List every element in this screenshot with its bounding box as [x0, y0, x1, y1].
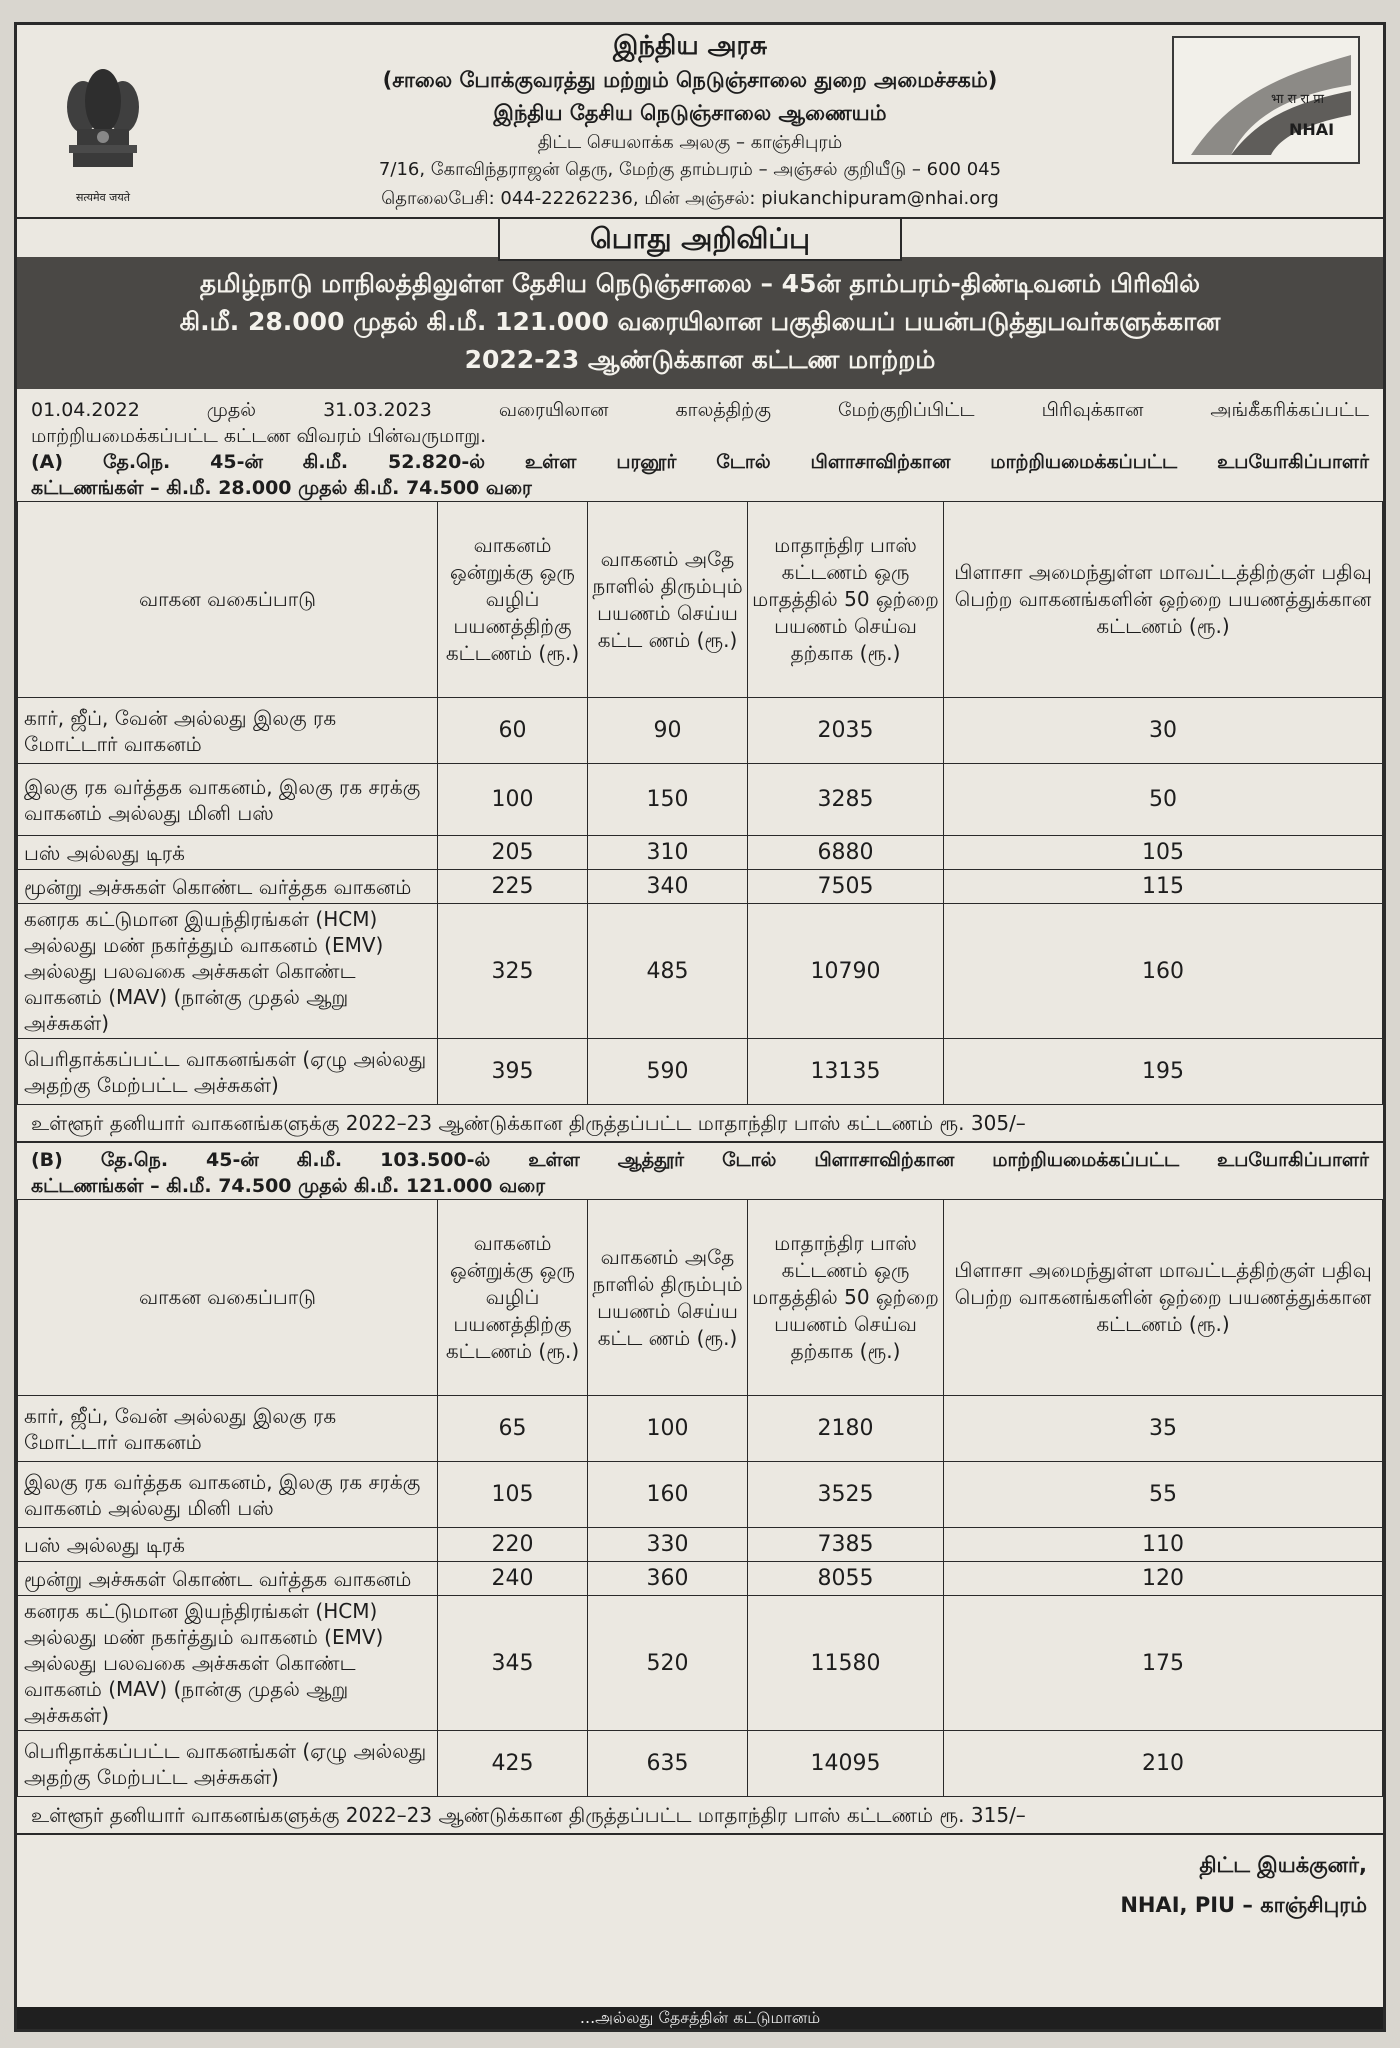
- table-row: [18, 764, 1383, 836]
- notice-title: பொது அறிவிப்பு: [498, 219, 902, 261]
- row-single: 205: [438, 836, 588, 870]
- row-return: 310: [588, 836, 748, 870]
- intro-line: மாற்றியமைக்கப்பட்ட கட்டண விவரம் பின்வருமாறு.: [31, 425, 487, 447]
- row-single: 240: [438, 1562, 588, 1596]
- row-monthly: 11580: [748, 1596, 944, 1731]
- table-row: [18, 904, 1383, 1039]
- header-local: பிளாசா அமைந்துள்ள மாவட்டத்திற்குள் பதிவு பெற்ற வாகனங்களின் ஒற்றை பயணத்துக்கான கட்டணம் (ரூ.): [944, 502, 1383, 698]
- row-single: 345: [438, 1596, 588, 1731]
- row-category: இலகு ரக வர்த்தக வாகனம், இலகு ரக சரக்கு வாகனம் அல்லது மினி பஸ்: [18, 764, 438, 836]
- row-return: 485: [588, 904, 748, 1039]
- section-heading-line: கட்டணங்கள் – கி.மீ. 28.000 முதல் கி.மீ. 74.500 வரை: [31, 477, 532, 499]
- row-category: பஸ் அல்லது டிரக்: [18, 1528, 438, 1562]
- row-single: 425: [438, 1731, 588, 1797]
- header-return: வாகனம் அதே நாளில் திரும்பும் பயணம் செய்ய கட்ட ணம் (ரூ.): [588, 502, 748, 698]
- row-return: 520: [588, 1596, 748, 1731]
- table-row: [18, 1528, 1383, 1562]
- row-monthly: 8055: [748, 1562, 944, 1596]
- row-local: 55: [944, 1462, 1383, 1528]
- row-return: 635: [588, 1731, 748, 1797]
- section-heading-line: (A) தே.நெ. 45-ன் கி.மீ. 52.820-ல் உள்ள பரனூர் டோல் பிளாசாவிற்கான மாற்றியமைக்கப்பட்ட உபயோகிப்பாளர்: [31, 451, 1369, 473]
- fee-table-a: [17, 501, 1383, 1105]
- header-single: வாகனம் ஒன்றுக்கு ஒரு வழிப் பயணத்திற்கு கட்டணம் (ரூ.): [438, 1200, 588, 1396]
- notice-subject: [17, 257, 1383, 389]
- header-category: வாகன வகைப்பாடு: [18, 1200, 438, 1396]
- row-monthly: 3285: [748, 764, 944, 836]
- row-monthly: 2180: [748, 1396, 944, 1462]
- row-category: மூன்று அச்சுகள் கொண்ட வர்த்தக வாகனம்: [18, 870, 438, 904]
- row-single: 325: [438, 904, 588, 1039]
- row-return: 160: [588, 1462, 748, 1528]
- row-monthly: 2035: [748, 698, 944, 764]
- intro-line: 01.04.2022 முதல் 31.03.2023 வரையிலான காலத்திற்கு மேற்குறிப்பிட்ட பிரிவுக்கான அங்கீகரிக்கப்பட்ட: [31, 399, 1369, 421]
- subject-line: தமிழ்நாடு மாநிலத்திலுள்ள தேசிய நெடுஞ்சாலை – 45ன் தாம்பரம்-திண்டிவனம் பிரிவில்: [199, 269, 1201, 298]
- row-monthly: 13135: [748, 1039, 944, 1105]
- header-return: வாகனம் அதே நாளில் திரும்பும் பயணம் செய்ய கட்ட ணம் (ரூ.): [588, 1200, 748, 1396]
- table-row: [18, 1039, 1383, 1105]
- row-category: கார், ஜீப், வேன் அல்லது இலகு ரக மோட்டார் வாகனம்: [18, 1396, 438, 1462]
- row-local: 50: [944, 764, 1383, 836]
- nhai-logo-icon: [1171, 35, 1361, 165]
- table-header-row: [18, 1200, 1383, 1396]
- row-local: 120: [944, 1562, 1383, 1596]
- row-single: 225: [438, 870, 588, 904]
- header-local: பிளாசா அமைந்துள்ள மாவட்டத்திற்குள் பதிவு பெற்ற வாகனங்களின் ஒற்றை பயணத்துக்கான கட்டணம் (ரூ.): [944, 1200, 1383, 1396]
- header-single: வாகனம் ஒன்றுக்கு ஒரு வழிப் பயணத்திற்கு கட்டணம் (ரூ.): [438, 502, 588, 698]
- table-row: [18, 1731, 1383, 1797]
- section-heading-line: கட்டணங்கள் – கி.மீ. 74.500 முதல் கி.மீ. 121.000 வரை: [31, 1175, 546, 1197]
- public-notice: [14, 22, 1386, 2032]
- row-local: 115: [944, 870, 1383, 904]
- table-row: [18, 1396, 1383, 1462]
- header-monthly: மாதாந்திர பாஸ் கட்டணம் ஒரு மாதத்தில் 50 ஒற்றை பயணம் செய்வ தற்காக (ரூ.): [748, 1200, 944, 1396]
- table-header-row: [18, 502, 1383, 698]
- row-category: பெரிதாக்கப்பட்ட வாகனங்கள் (ஏழு அல்லது அதற்கு மேற்பட்ட அச்சுகள்): [18, 1731, 438, 1797]
- pass-fee-note-b: உள்ளூர் தனியார் வாகனங்களுக்கு 2022–23 ஆண்டுக்கான திருத்தப்பட்ட மாதாந்திர பாஸ் கட்டணம் ரூ. 315/–: [17, 1797, 1383, 1835]
- row-local: 175: [944, 1596, 1383, 1731]
- row-local: 35: [944, 1396, 1383, 1462]
- subject-line: கி.மீ. 28.000 முதல் கி.மீ. 121.000 வரையிலான பகுதியைப் பயன்படுத்துபவர்களுக்கான: [179, 307, 1221, 336]
- row-single: 395: [438, 1039, 588, 1105]
- row-single: 60: [438, 698, 588, 764]
- unit-name: திட்ட செயலாக்க அலகு – காஞ்சிபுரம்: [537, 132, 843, 153]
- ashoka-emblem-icon: [43, 45, 163, 205]
- row-local: 210: [944, 1731, 1383, 1797]
- footer-strip: ...அல்லது தேசத்தின் கட்டுமானம்: [17, 2007, 1383, 2029]
- header-monthly: மாதாந்திர பாஸ் கட்டணம் ஒரு மாதத்தில் 50 ஒற்றை பயணம் செய்வ தற்காக (ரூ.): [748, 502, 944, 698]
- row-monthly: 10790: [748, 904, 944, 1039]
- signature-block: [17, 1835, 1383, 1925]
- section-a-heading: [17, 449, 1383, 501]
- authority-name: இந்திய தேசிய நெடுஞ்சாலை ஆணையம்: [493, 101, 887, 125]
- notice-header: [17, 25, 1383, 219]
- row-return: 330: [588, 1528, 748, 1562]
- intro-text: [17, 389, 1383, 449]
- row-return: 150: [588, 764, 748, 836]
- row-monthly: 3525: [748, 1462, 944, 1528]
- section-b-heading: [17, 1143, 1383, 1199]
- row-category: மூன்று அச்சுகள் கொண்ட வர்த்தக வாகனம்: [18, 1562, 438, 1596]
- nhai-logo-text: NHAI: [1289, 120, 1335, 139]
- row-category: இலகு ரக வர்த்தக வாகனம், இலகு ரக சரக்கு வாகனம் அல்லது மினி பஸ்: [18, 1462, 438, 1528]
- row-category: பஸ் அல்லது டிரக்: [18, 836, 438, 870]
- row-local: 110: [944, 1528, 1383, 1562]
- row-monthly: 7385: [748, 1528, 944, 1562]
- row-return: 90: [588, 698, 748, 764]
- row-return: 360: [588, 1562, 748, 1596]
- row-return: 590: [588, 1039, 748, 1105]
- header-text: [237, 31, 1143, 211]
- office-address: 7/16, கோவிந்தராஜன் தெரு, மேற்கு தாம்பரம் – அஞ்சல் குறியீடு – 600 045: [378, 159, 1002, 180]
- row-category: கனரக கட்டுமான இயந்திரங்கள் (HCM) அல்லது மண் நகர்த்தும் வாகனம் (EMV) அல்லது பலவகை அச்சுகள் கொண்ட வாகனம் (MAV) (நான்கு முதல் ஆறு அச்சுகள்): [18, 904, 438, 1039]
- row-single: 105: [438, 1462, 588, 1528]
- row-local: 160: [944, 904, 1383, 1039]
- row-monthly: 14095: [748, 1731, 944, 1797]
- signatory-title: திட்ட இயக்குனர்,: [1199, 1853, 1367, 1877]
- table-row: [18, 870, 1383, 904]
- nhai-logo-hindi: भा रा रा प्रा: [1271, 92, 1325, 107]
- row-local: 30: [944, 698, 1383, 764]
- row-category: கார், ஜீப், வேன் அல்லது இலகு ரக மோட்டார் வாகனம்: [18, 698, 438, 764]
- pass-fee-note-a: உள்ளூர் தனியார் வாகனங்களுக்கு 2022–23 ஆண்டுக்கான திருத்தப்பட்ட மாதாந்திர பாஸ் கட்டணம் ரூ. 305/–: [17, 1105, 1383, 1143]
- row-single: 65: [438, 1396, 588, 1462]
- section-heading-line: (B) தே.நெ. 45-ன் கி.மீ. 103.500-ல் உள்ள ஆத்தூர் டோல் பிளாசாவிற்கான மாற்றியமைக்கப்பட்ட உபயோகிப்பாளர்: [31, 1149, 1369, 1171]
- government-name: இந்திய அரசு: [613, 31, 767, 61]
- table-row: [18, 1562, 1383, 1596]
- row-single: 220: [438, 1528, 588, 1562]
- row-category: பெரிதாக்கப்பட்ட வாகனங்கள் (ஏழு அல்லது அதற்கு மேற்பட்ட அச்சுகள்): [18, 1039, 438, 1105]
- row-return: 100: [588, 1396, 748, 1462]
- subject-line: 2022-23 ஆண்டுக்கான கட்டண மாற்றம்: [464, 345, 936, 374]
- row-local: 105: [944, 836, 1383, 870]
- emblem-caption: सत्यमेव जयते: [75, 191, 130, 204]
- row-category: கனரக கட்டுமான இயந்திரங்கள் (HCM) அல்லது மண் நகர்த்தும் வாகனம் (EMV) அல்லது பலவகை அச்சுகள் கொண்ட வாகனம் (MAV) (நான்கு முதல் ஆறு அச்சுகள்): [18, 1596, 438, 1731]
- row-monthly: 7505: [748, 870, 944, 904]
- row-monthly: 6880: [748, 836, 944, 870]
- row-single: 100: [438, 764, 588, 836]
- table-row: [18, 1596, 1383, 1731]
- contact-details: தொலைபேசி: 044-22262236, மின் அஞ்சல்: piukanchipuram@nhai.org: [381, 188, 999, 209]
- table-row: [18, 1462, 1383, 1528]
- table-row: [18, 836, 1383, 870]
- table-row: [18, 698, 1383, 764]
- ministry-name: (சாலை போக்குவரத்து மற்றும் நெடுஞ்சாலை துறை அமைச்சகம்): [382, 68, 998, 92]
- row-return: 340: [588, 870, 748, 904]
- row-local: 195: [944, 1039, 1383, 1105]
- header-category: வாகன வகைப்பாடு: [18, 502, 438, 698]
- fee-table-b: [17, 1199, 1383, 1797]
- signatory-office: NHAI, PIU – காஞ்சிபுரம்: [1120, 1893, 1367, 1917]
